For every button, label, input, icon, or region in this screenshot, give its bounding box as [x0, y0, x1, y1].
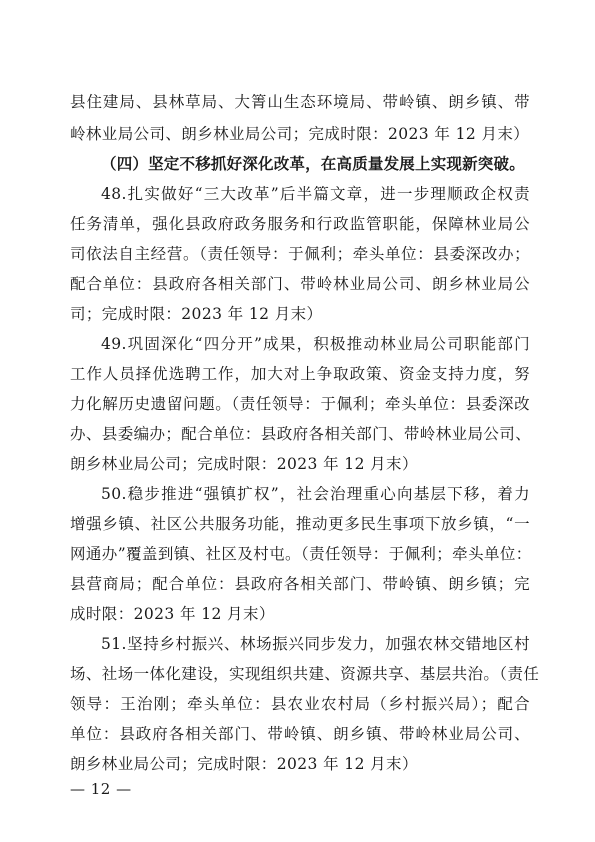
- page-number: — 12 —: [70, 780, 132, 798]
- section-heading: （四）坚定不移抓好深化改革，在高质量发展上实现新突破。: [101, 154, 525, 173]
- text-line-2: 岭林业局公司、朗乡林业局公司；完成时限：2023 年 12 月末）: [70, 125, 530, 143]
- item-49-line-5: 朗乡林业局公司；完成时限：2023 年 12 月末）: [70, 455, 418, 473]
- item-49-line-2: 工作人员择优选聘工作，加大对上争取政策、资金支持力度，努: [70, 365, 530, 383]
- item-49-line-4: 办、县委编办；配合单位：县政府各相关部门、带岭林业局公司、: [70, 425, 532, 443]
- item-48-line-3: 司依法自主经营。（责任领导：于佩利；牵头单位：县委深改办；: [70, 245, 530, 263]
- item-48-line-4: 配合单位：县政府各相关部门、带岭林业局公司、朗乡林业局公: [70, 275, 530, 293]
- item-48-line-1: 48.扎实做好“三大改革”后半篇文章，进一步理顺政企权责: [101, 185, 530, 203]
- item-50-line-2: 增强乡镇、社区公共服务功能，推动更多民生事项下放乡镇，“一: [70, 515, 530, 533]
- item-51-line-3: 领导：王治刚；牵头单位：县农业农村局（乡村振兴局）；配合: [70, 695, 530, 713]
- text-line-1: 县住建局、县林草局、大箐山生态环境局、带岭镇、朗乡镇、带: [70, 93, 530, 111]
- item-51-line-1: 51.坚持乡村振兴、林场振兴同步发力，加强农林交错地区村: [101, 635, 530, 653]
- item-50-line-3: 网通办”覆盖到镇、社区及村屯。（责任领导：于佩利；牵头单位：: [70, 545, 532, 563]
- item-49-line-3: 力化解历史遗留问题。（责任领导：于佩利；牵头单位：县委深改: [70, 395, 530, 413]
- item-48-line-2: 任务清单，强化县政府政务服务和行政监管职能，保障林业局公: [70, 215, 530, 233]
- item-50-line-5: 成时限：2023 年 12 月末）: [70, 605, 275, 623]
- item-50-line-4: 县营商局；配合单位：县政府各相关部门、带岭镇、朗乡镇；完: [70, 575, 530, 593]
- item-51-line-5: 朗乡林业局公司；完成时限：2023 年 12 月末）: [70, 755, 418, 773]
- item-49-line-1: 49.巩固深化“四分开”成果，积极推动林业局公司职能部门: [101, 335, 530, 353]
- item-51-line-2: 场、社场一体化建设，实现组织共建、资源共享、基层共治。（责任: [70, 665, 540, 683]
- item-48-line-5: 司；完成时限：2023 年 12 月末）: [70, 305, 323, 323]
- item-51-line-4: 单位：县政府各相关部门、带岭镇、朗乡镇、带岭林业局公司、: [70, 725, 530, 743]
- item-50-line-1: 50.稳步推进“强镇扩权”，社会治理重心向基层下移，着力: [101, 485, 530, 503]
